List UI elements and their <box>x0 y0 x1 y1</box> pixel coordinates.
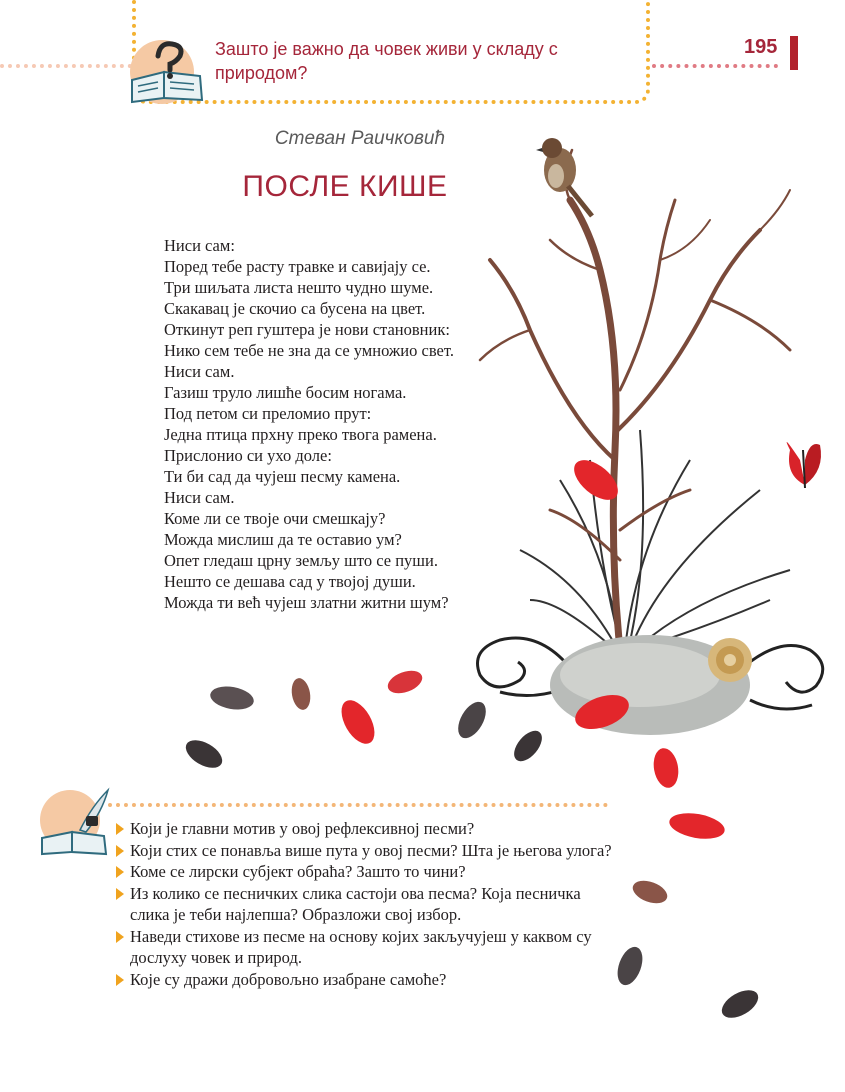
question-text: Које су дражи добровољно изабране самоће? <box>130 969 447 989</box>
bullet-arrow-icon <box>116 823 124 835</box>
question-item <box>116 883 616 926</box>
tree-stone-illustration <box>460 130 840 750</box>
poem-line: Откинут реп гуштера је нови становник: <box>164 320 450 339</box>
poem-line: Газиш труло лишће босим ногама. <box>164 383 407 402</box>
bullet-arrow-icon <box>116 866 124 878</box>
questions-list <box>116 818 616 990</box>
poem-line: Три шиљата листа нешто чудно шуме. <box>164 278 434 297</box>
question-item <box>116 840 616 862</box>
chapter-question: Зашто је важно да човек живи у складу с природом? <box>215 39 558 83</box>
butterfly-icon <box>787 442 821 488</box>
poem-line: Нико сем тебе не зна да се умножио свет. <box>164 341 454 360</box>
poem-line: Нешто се дешава сад у твојој души. <box>164 572 416 591</box>
bullet-arrow-icon <box>116 974 124 986</box>
brown-leaf-icon <box>630 876 671 907</box>
poem-line: Ти би сад да чујеш песму камена. <box>164 467 401 486</box>
poem-line: Под петом си преломио прут: <box>164 404 372 423</box>
page-number: 195 <box>744 36 778 58</box>
question-item <box>116 861 616 883</box>
bare-tree-icon <box>480 150 790 650</box>
red-leaf-icon <box>667 809 726 842</box>
red-leaf-icon <box>335 695 382 750</box>
question-item <box>116 969 616 991</box>
header-dotted-line-right <box>652 64 778 68</box>
question-item <box>116 926 616 969</box>
poem-line: Можда мислиш да те оставио ум? <box>164 530 402 549</box>
dark-leaf-icon <box>208 683 255 712</box>
poem-author: Стеван Раичковић <box>274 128 446 149</box>
question-text: Који је главни мотив у овој рефлексивној песми? <box>130 819 475 838</box>
poem-line: Коме ли се твоје очи смешкају? <box>164 509 386 528</box>
quill-book-icon <box>36 786 112 858</box>
poem-line: Поред тебе расту травке и савијају се. <box>164 257 431 276</box>
poem-line: Можда ти већ чујеш златни житни шум? <box>164 593 449 612</box>
dark-leaf-icon <box>613 943 647 988</box>
dark-leaf-icon <box>181 734 227 773</box>
dark-leaf-icon <box>717 984 763 1023</box>
bullet-arrow-icon <box>116 931 124 943</box>
question-text: Наведи стихове из песме на основу којих закључујеш у каквом су дослуху човек и природ. <box>130 926 592 967</box>
poem-line: Прислонио си ухо доле: <box>164 446 332 465</box>
open-book-question-icon <box>124 36 208 106</box>
question-text: Коме се лирски субјект обраћа? Зашто то чини? <box>130 862 466 881</box>
poem-line: Опет гледаш црну земљу што се пуши. <box>164 551 438 570</box>
bullet-arrow-icon <box>116 845 124 857</box>
red-leaf-icon <box>651 746 682 790</box>
gold-flower-icon <box>708 638 752 682</box>
question-text: Који стих се понавља више пута у овој песми? Шта је његова улога? <box>130 840 612 860</box>
brown-leaf-icon <box>289 677 312 712</box>
poem-title: ПОСЛЕ КИШЕ <box>242 170 448 203</box>
questions-dotted-line <box>108 803 608 807</box>
poem-line: Ниси сам. <box>164 362 235 381</box>
poem-line: Једна птица прхну преко твога рамена. <box>164 425 437 444</box>
page-number-bar <box>790 36 798 70</box>
red-leaf-icon <box>385 666 426 697</box>
bullet-arrow-icon <box>116 888 124 900</box>
poem-line: Ниси сам. <box>164 488 235 507</box>
question-text: Из колико се песничких слика састоји ова песма? Која песничка слика је теби најлепша? Образложи свој избор. <box>130 883 581 924</box>
question-item <box>116 818 616 840</box>
grass-icon <box>520 430 790 650</box>
poem-line: Скакавац је скочио са бусена на цвет. <box>164 299 426 318</box>
header-dotted-line-left <box>0 64 132 68</box>
poem-line: Ниси сам: <box>164 236 235 255</box>
swirl-ornament-right <box>740 646 823 710</box>
sparrow-bird-icon <box>536 138 592 216</box>
poem-text <box>164 235 454 613</box>
